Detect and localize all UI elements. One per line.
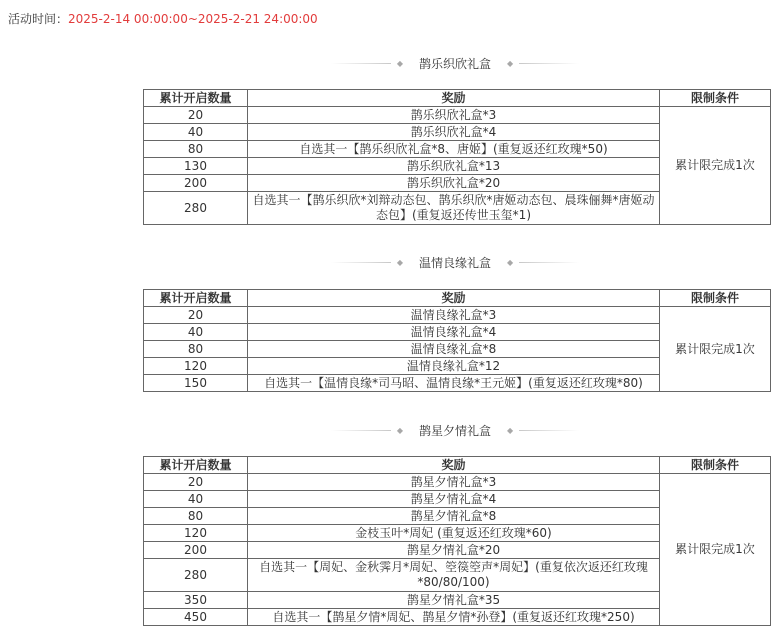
activity-time: [8, 10, 318, 27]
section-title-3: [300, 420, 610, 440]
count-cell: 200: [144, 542, 248, 559]
reward-cell: 自选其一【鹊星夕情*周妃、鹊星夕情*孙登】(重复返还红玫瑰*250): [248, 609, 660, 626]
section-title-text: 温情良缘礼盒: [418, 255, 491, 270]
count-cell: 80: [144, 141, 248, 158]
header-limit: 限制条件: [660, 457, 771, 474]
reward-cell: 鹊乐织欣礼盒*3: [248, 107, 660, 124]
table-header-row: [144, 457, 771, 474]
table-header-row: [144, 90, 771, 107]
count-cell: 120: [144, 525, 248, 542]
reward-table-2: [143, 289, 771, 392]
reward-cell: 鹊星夕情礼盒*4: [248, 491, 660, 508]
reward-cell: 鹊乐织欣礼盒*13: [248, 158, 660, 175]
header-reward: 奖励: [248, 457, 660, 474]
reward-cell: 温情良缘礼盒*12: [248, 358, 660, 375]
diamond-icon: ◆: [507, 425, 514, 435]
reward-cell: 鹊星夕情礼盒*8: [248, 508, 660, 525]
reward-cell: 自选其一【温情良缘*司马昭、温情良缘*王元姬】(重复返还红玫瑰*80): [248, 375, 660, 392]
limit-cell: 累计限完成1次: [660, 307, 771, 392]
section-title-text: 鹊星夕情礼盒: [418, 423, 491, 438]
count-cell: 40: [144, 491, 248, 508]
header-reward: 奖励: [248, 90, 660, 107]
reward-cell: 鹊星夕情礼盒*20: [248, 542, 660, 559]
section-title-1: [300, 53, 610, 73]
diamond-icon: ◆: [507, 257, 514, 267]
count-cell: 150: [144, 375, 248, 392]
count-cell: 280: [144, 192, 248, 225]
reward-cell: 自选其一【鹊乐织欣礼盒*8、唐姬】(重复返还红玫瑰*50): [248, 141, 660, 158]
reward-cell: 自选其一【周妃、金秋霁月*周妃、箜篌箜声*周妃】(重复依次返还红玫瑰*80/80/100): [248, 559, 660, 592]
diamond-icon: ◆: [396, 58, 403, 68]
activity-time-label: 活动时间：: [8, 12, 69, 26]
table-header-row: [144, 290, 771, 307]
count-cell: 280: [144, 559, 248, 592]
header-count: 累计开启数量: [144, 290, 248, 307]
title-divider-right: [519, 430, 579, 431]
header-count: 累计开启数量: [144, 90, 248, 107]
activity-time-value: 2025-2-14 00:00:00~2025-2-21 24:00:00: [68, 12, 318, 26]
limit-cell: 累计限完成1次: [660, 107, 771, 225]
count-cell: 40: [144, 124, 248, 141]
reward-cell: 鹊星夕情礼盒*35: [248, 592, 660, 609]
reward-cell: 温情良缘礼盒*8: [248, 341, 660, 358]
reward-cell: 温情良缘礼盒*3: [248, 307, 660, 324]
table-row: [144, 474, 771, 491]
title-divider-left: [331, 430, 391, 431]
header-limit: 限制条件: [660, 90, 771, 107]
header-count: 累计开启数量: [144, 457, 248, 474]
limit-cell: 累计限完成1次: [660, 474, 771, 626]
title-divider-right: [519, 262, 579, 263]
count-cell: 40: [144, 324, 248, 341]
title-divider-left: [331, 262, 391, 263]
title-divider-left: [331, 63, 391, 64]
count-cell: 450: [144, 609, 248, 626]
count-cell: 120: [144, 358, 248, 375]
count-cell: 20: [144, 307, 248, 324]
reward-table-3: [143, 456, 771, 626]
section-title-text: 鹊乐织欣礼盒: [418, 56, 491, 71]
count-cell: 80: [144, 508, 248, 525]
diamond-icon: ◆: [507, 58, 514, 68]
count-cell: 80: [144, 341, 248, 358]
count-cell: 200: [144, 175, 248, 192]
reward-cell: 鹊乐织欣礼盒*20: [248, 175, 660, 192]
count-cell: 350: [144, 592, 248, 609]
diamond-icon: ◆: [396, 257, 403, 267]
section-title-2: [300, 252, 610, 272]
count-cell: 20: [144, 107, 248, 124]
table-row: [144, 107, 771, 124]
header-limit: 限制条件: [660, 290, 771, 307]
reward-table-1: [143, 89, 771, 225]
table-row: [144, 307, 771, 324]
reward-cell: 金枝玉叶*周妃 (重复返还红玫瑰*60): [248, 525, 660, 542]
header-reward: 奖励: [248, 290, 660, 307]
reward-cell: 鹊乐织欣礼盒*4: [248, 124, 660, 141]
count-cell: 130: [144, 158, 248, 175]
reward-cell: 温情良缘礼盒*4: [248, 324, 660, 341]
reward-cell: 自选其一【鹊乐织欣*刘辩动态包、鹊乐织欣*唐姬动态包、晨珠俪舞*唐姬动态包】(重复返还传世玉玺*1): [248, 192, 660, 225]
reward-cell: 鹊星夕情礼盒*3: [248, 474, 660, 491]
diamond-icon: ◆: [396, 425, 403, 435]
count-cell: 20: [144, 474, 248, 491]
title-divider-right: [519, 63, 579, 64]
